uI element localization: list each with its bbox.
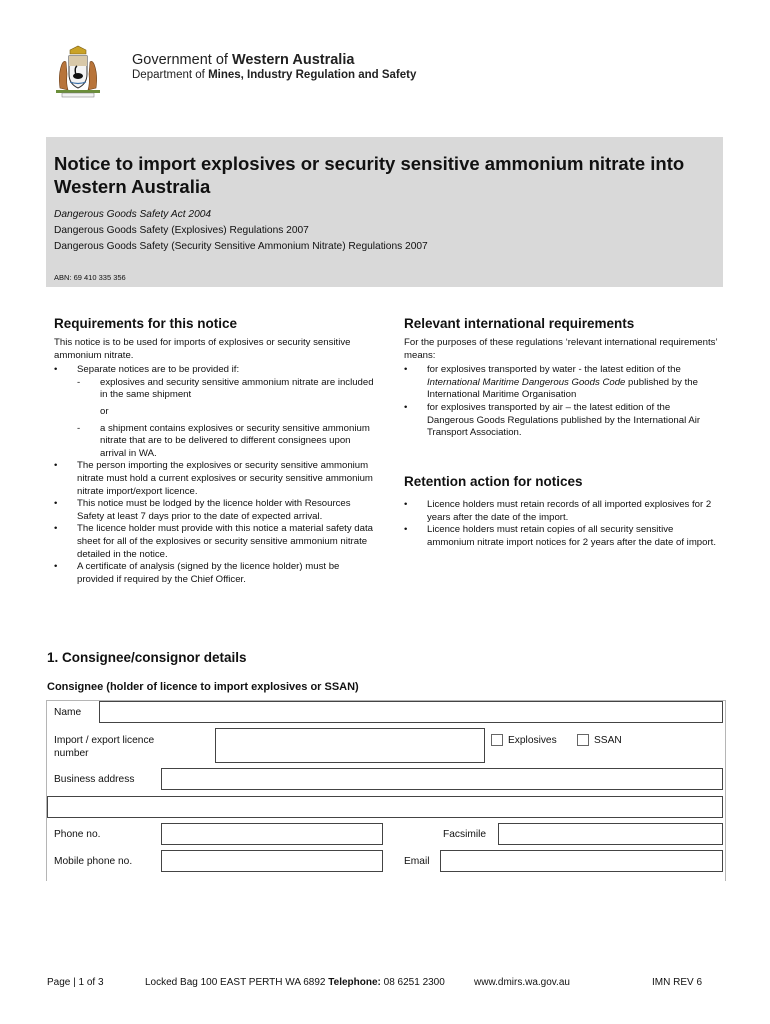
retention-copies-item: • Licence holders must retain copies of all security sensitive ammonium nitrate import notices for 2 years after the date of import.	[404, 524, 722, 549]
requirement-msds: • The licence holder must provide with this notice a material safety data sheet for all of the explosives or security sensitive ammonium nitrate detailed in the notice.	[54, 523, 374, 561]
requirements-heading: Requirements for this notice	[54, 316, 238, 331]
business-address-label: Business address	[54, 774, 135, 785]
retention-list	[404, 499, 722, 549]
name-input[interactable]	[99, 701, 723, 723]
ssan-checkbox[interactable]	[577, 734, 589, 746]
consignee-section-title: 1. Consignee/consignor details	[47, 650, 247, 665]
licence-number-label: Import / export licence number	[54, 735, 155, 759]
ssan-regulation: Dangerous Goods Safety (Security Sensitive Ammonium Nitrate) Regulations 2007	[54, 241, 428, 252]
email-label: Email	[404, 856, 430, 867]
explosives-regulation: Dangerous Goods Safety (Explosives) Regulations 2007	[54, 225, 309, 236]
form-revision: IMN REV 6	[652, 977, 703, 988]
consignee-subsection-title: Consignee (holder of licence to import explosives or SSAN)	[47, 681, 359, 693]
requirement-dash-item: - a shipment contains explosives or security sensitive ammonium nitrate that are to be delivered to different consignees upon arrival in WA.	[77, 423, 374, 461]
ssan-checkbox-label: SSAN	[594, 735, 622, 746]
requirement-certificate: • A certificate of analysis (signed by the licence holder) must be provided if required by the Chief Officer.	[54, 561, 374, 586]
international-intro: For the purposes of these regulations ‘relevant international requirements’ means:	[404, 337, 718, 361]
or-text: or	[100, 405, 109, 417]
name-label: Name	[54, 707, 82, 718]
page-number: Page | 1 of 3	[47, 977, 104, 988]
website-link[interactable]: www.dmirs.wa.gov.au	[474, 977, 570, 988]
retention-section	[404, 499, 722, 549]
footer-contact: Locked Bag 100 EAST PERTH WA 6892 Telephone: 08 6251 2300	[145, 977, 445, 988]
mobile-input[interactable]	[161, 850, 383, 872]
licence-number-input[interactable]	[215, 728, 485, 763]
business-address-line2-input[interactable]	[47, 796, 723, 818]
retention-records-item: • Licence holders must retain records of all imported explosives for 2 years after the date of the import.	[404, 499, 722, 524]
phone-label: Phone no.	[54, 829, 101, 840]
phone-input[interactable]	[161, 823, 383, 845]
requirement-separate-notices: • Separate notices are to be provided if: - explosives and security sensitive ammonium nitrate are included in the same shipment or - a shipment contains explosives or security sensitive ammonium nitrate that are to be delivered to different consignees upon arrival in WA.	[54, 364, 374, 460]
international-air-item: • for explosives transported by air – the latest edition of the Dangerous Goods Regulations published by the International Air Transport Association.	[404, 402, 722, 440]
requirements-section	[54, 337, 374, 586]
international-heading: Relevant international requirements	[404, 316, 635, 331]
requirement-lodgement: • This notice must be lodged by the licence holder with Resources Safety at least 7 days prior to the date of expected arrival.	[54, 498, 374, 523]
requirement-dash-item: - explosives and security sensitive ammonium nitrate are included in the same shipment	[77, 377, 374, 402]
explosives-checkbox-label: Explosives	[508, 735, 557, 746]
government-name: Government of Western Australia	[132, 52, 355, 68]
explosives-checkbox[interactable]	[491, 734, 503, 746]
international-list	[404, 364, 722, 440]
business-address-input[interactable]	[161, 768, 723, 790]
requirements-intro: This notice is to be used for imports of explosives or security sensitive ammonium nitrate.	[54, 337, 351, 361]
international-section	[404, 337, 722, 440]
wa-government-crest-icon	[52, 44, 104, 98]
retention-heading: Retention action for notices	[404, 474, 583, 489]
requirements-list	[54, 364, 374, 586]
act-reference: Dangerous Goods Safety Act 2004	[54, 209, 212, 220]
document-title: Notice to import explosives or security sensitive ammonium nitrate into Western Australia	[54, 153, 685, 197]
abn-number: ABN: 69 410 335 356	[54, 273, 126, 282]
department-name: Department of Mines, Industry Regulation and Safety	[132, 69, 417, 81]
facsimile-input[interactable]	[498, 823, 723, 845]
requirement-licence: • The person importing the explosives or security sensitive ammonium nitrate must hold a current explosives or security sensitive ammonium nitrate import/export licence.	[54, 460, 374, 498]
international-water-item: • for explosives transported by water - the latest edition of the International Maritime Dangerous Goods Code published by the International Maritime Organisation	[404, 364, 722, 402]
email-input[interactable]	[440, 850, 723, 872]
mobile-label: Mobile phone no.	[54, 856, 133, 867]
facsimile-label: Facsimile	[443, 829, 487, 840]
